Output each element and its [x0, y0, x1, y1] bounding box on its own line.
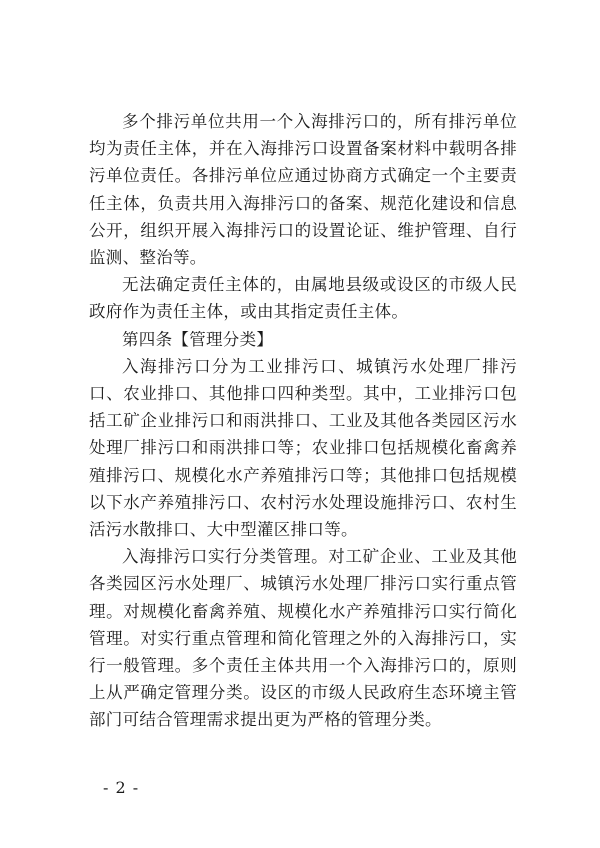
paragraph-classified-management: 入海排污口实行分类管理。对工矿企业、工业及其他各类园区污水处理厂、城镇污水处理厂排污口实行重点管理。对规模化畜禽养殖、规模化水产养殖排污口实行简化管理。对实行重点管理和简化管理之外的入海排污口，实行一般管理。多个责任主体共用一个入海排污口的，原则上从严确定管理分类。设区的市级人民政府生态环境主管部门可结合管理需求提出更为严格的管理分类。 — [89, 547, 517, 730]
article-heading: 第四条【管理分类】 — [122, 329, 274, 349]
paragraph-undetermined-responsibility: 无法确定责任主体的，由属地县级或设区的市级人民政府作为责任主体，或由其指定责任主体。 — [89, 275, 517, 322]
document-body — [89, 108, 517, 734]
paragraph-outlet-types: 入海排污口分为工业排污口、城镇污水处理厂排污口、农业排口、其他排口四种类型。其中，工业排污口包括工矿企业排污口和雨洪排口、工业及其他各类园区污水处理厂排污口和雨洪排口等；农业排口包括规模化畜禽养殖排污口、规模化水产养殖排污口等；其他排口包括规模以下水产养殖排污口、农村污水处理设施排污口、农村生活污水散排口、大中型灌区排口等。 — [89, 356, 517, 540]
paragraph-shared-outlet-responsibility: 多个排污单位共用一个入海排污口的，所有排污单位均为责任主体，并在入海排污口设置备案材料中载明各排污单位责任。各排污单位应通过协商方式确定一个主要责任主体，负责共用入海排污口的备案、规范化建设和信息公开，组织开展入海排污口的设置论证、维护管理、自行监测、整治等。 — [89, 112, 517, 268]
page-number: - 2 - — [103, 778, 140, 797]
